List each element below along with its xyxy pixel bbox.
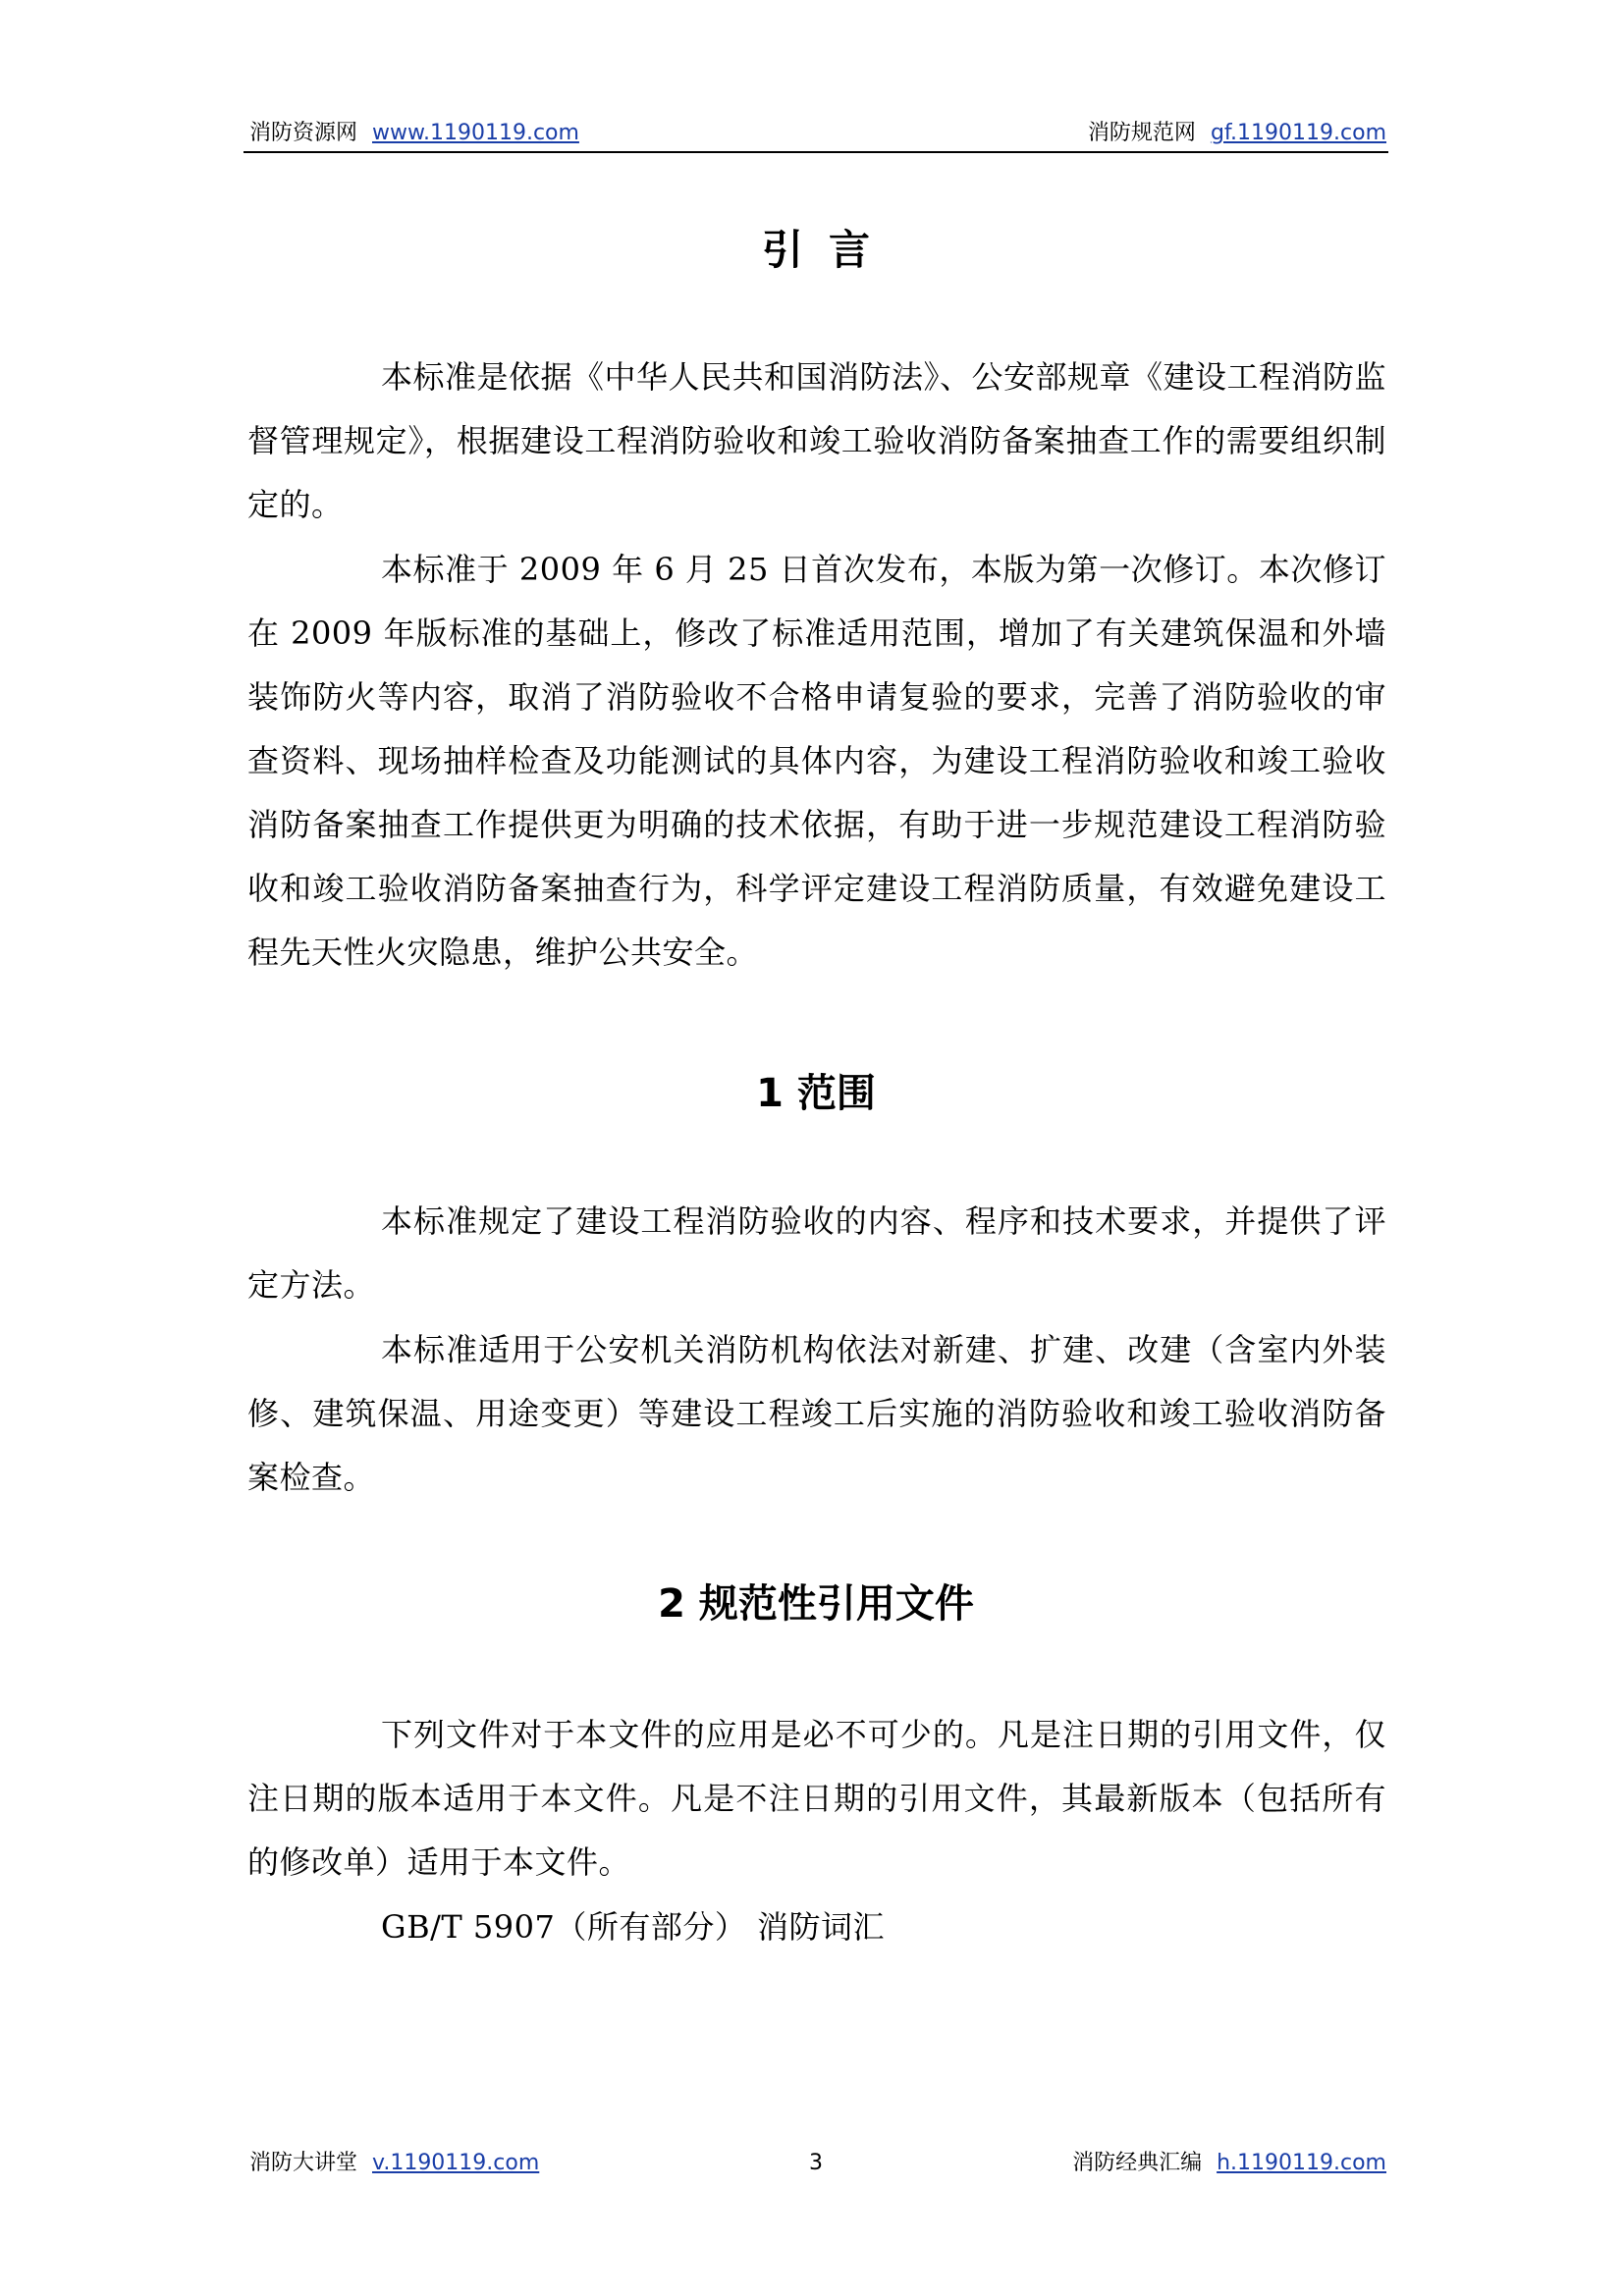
header-left-link[interactable]: www.1190119.com <box>372 121 579 145</box>
header-left <box>249 116 579 151</box>
header-left-site: 消防资源网 <box>249 121 358 145</box>
intro-paragraph-1: 本标准是依据《中华人民共和国消防法》、公安部规章《建设工程消防监督管理规定》，根据建设工程消防验收和竣工验收消防备案抽查工作的需要组织制定的。 <box>247 358 1387 523</box>
section-1-paragraph-2: 本标准适用于公安机关消防机构依法对新建、扩建、改建（含室内外装修、建筑保温、用途变更）等建设工程竣工后实施的消防验收和竣工验收消防备案检查。 <box>247 1331 1386 1496</box>
footer-right <box>1072 2146 1386 2181</box>
page-number: 3 <box>809 2151 823 2175</box>
header-right-link[interactable]: gf.1190119.com <box>1210 121 1386 145</box>
section-1-paragraph-1: 本标准规定了建设工程消防验收的内容、程序和技术要求，并提供了评定方法。 <box>247 1202 1386 1304</box>
footer-left-link[interactable]: v.1190119.com <box>372 2151 540 2175</box>
footer-right-site: 消防经典汇编 <box>1072 2151 1203 2175</box>
page-footer <box>244 2146 1388 2181</box>
section-1-heading: 1 范围 <box>756 1071 876 1116</box>
page-header <box>244 116 1388 153</box>
normative-reference-item: GB/T 5907（所有部分） 消防词汇 <box>381 1908 885 1946</box>
header-right <box>1088 116 1386 151</box>
footer-left-site: 消防大讲堂 <box>249 2151 358 2175</box>
section-2-paragraph-1: 下列文件对于本文件的应用是必不可少的。凡是注日期的引用文件，仅注日期的版本适用于本文件。凡是不注日期的引用文件，其最新版本（包括所有的修改单）适用于本文件。 <box>247 1716 1386 1881</box>
footer-right-link[interactable]: h.1190119.com <box>1217 2151 1386 2175</box>
intro-paragraph-2: 本标准于 2009 年 6 月 25 日首次发布，本版为第一次修订。本次修订在 2009 年版标准的基础上，修改了标准适用范围，增加了有关建筑保温和外墙装饰防火等内容，取消了消防验收不合格申请复验的要求，完善了消防验收的审查资料、现场抽样检查及功能测试的具体内容，为建设工程消防验收和竣工验收消防备案抽查工作提供更为明确的技术依据，有助于进一步规范建设工程消防验收和竣工验收消防备案抽查行为，科学评定建设工程消防质量，有效避免建设工程先天性火灾隐患，维护公共安全。 <box>247 551 1386 971</box>
header-right-site: 消防规范网 <box>1087 121 1196 145</box>
intro-heading: 引言 <box>761 226 895 274</box>
section-2-heading: 2 规范性引用文件 <box>658 1581 974 1627</box>
